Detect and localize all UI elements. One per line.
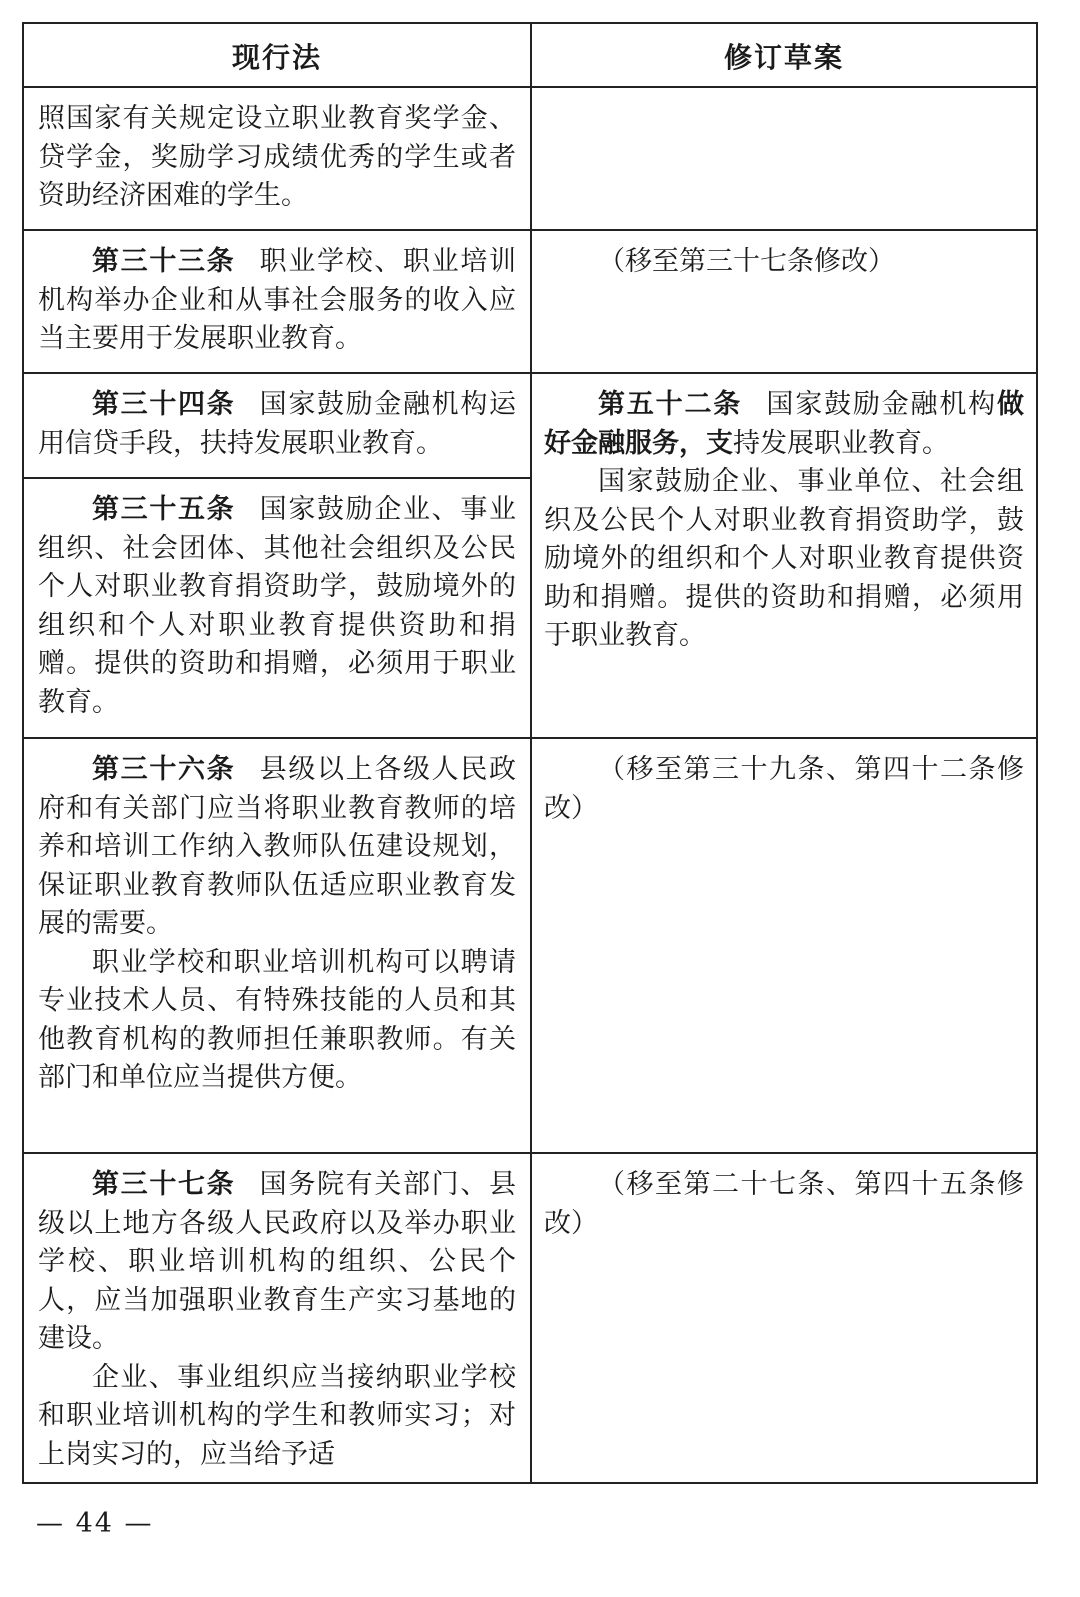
row4-right (544, 751, 1024, 828)
page-number: — 44 — (36, 1508, 154, 1539)
article-37-text: 国务院有关部门、县级以上地方各级人民政府以及举办职业学校、职业培训机构的组织、公民个人，应当加强职业教育生产实习基地的建设。 (38, 1169, 517, 1354)
row5-right (544, 1166, 1024, 1243)
article-35-text: 国家鼓励企业、事业组织、社会团体、其他社会组织及公民个人对职业教育捐资助学，鼓励境外的组织和个人对职业教育提供资助和捐赠。提供的资助和捐赠，必须用于职业教育。 (38, 494, 517, 718)
row5-right-note: （移至第二十七条、第四十五条修改） (544, 1169, 1024, 1239)
row-divider (22, 372, 1038, 374)
column-divider (530, 22, 532, 1484)
article-52-text-1: 国家鼓励金融机构 (766, 389, 998, 420)
row3-left (38, 491, 516, 722)
row-divider (22, 229, 1038, 231)
row-divider (22, 477, 532, 479)
row1-right (544, 243, 1024, 282)
row2-left (38, 386, 516, 463)
row5-left (38, 1166, 516, 1474)
article-36-text: 县级以上各级人民政府和有关部门应当将职业教育教师的培养和培训工作纳入教师队伍建设规划，保证职业教育教师队伍适应职业教育发展的需要。 (38, 754, 517, 939)
article-52-text-2: 持发展职业教育。 (733, 427, 949, 459)
article-36-label: 第三十六条 (92, 754, 236, 785)
row1-left (38, 243, 516, 359)
row-divider (22, 1152, 1038, 1154)
article-33-text: 职业学校、职业培训机构举办企业和从事社会服务的收入应当主要用于发展职业教育。 (38, 246, 517, 354)
article-35-label: 第三十五条 (92, 494, 236, 525)
row0-left (38, 100, 516, 216)
article-52-added-text: 做好金融服务，支 (544, 389, 1025, 459)
article-37-paragraph-2: 企业、事业组织应当接纳职业学校和职业培训机构的学生和教师实习；对上岗实习的，应当给予适 (38, 1361, 516, 1470)
row4-left (38, 751, 516, 1098)
header-current-law: 现行法 (231, 41, 322, 74)
row-divider (22, 737, 1038, 739)
row2-right (544, 386, 1024, 656)
header-revision-draft: 修订草案 (723, 41, 844, 74)
article-37-label: 第三十七条 (92, 1169, 236, 1200)
article-52-label: 第五十二条 (598, 389, 743, 420)
row1-right-note: （移至第三十七条修改） (598, 246, 895, 277)
row4-right-note: （移至第三十九条、第四十二条修改） (544, 754, 1024, 824)
article-33-label: 第三十三条 (92, 246, 236, 277)
article-36-paragraph-2: 职业学校和职业培训机构可以聘请专业技术人员、有特殊技能的人员和其他教育机构的教师担任兼职教师。有关部门和单位应当提供方便。 (38, 946, 516, 1093)
article-34-label: 第三十四条 (92, 389, 236, 420)
article-52-paragraph-2: 国家鼓励企业、事业单位、社会组织及公民个人对职业教育捐资助学，鼓励境外的组织和个人对职业教育提供资助和捐赠。提供的资助和捐赠，必须用于职业教育。 (544, 466, 1024, 651)
row0-left-text: 照国家有关规定设立职业教育奖学金、贷学金，奖励学习成绩优秀的学生或者资助经济困难的学生。 (38, 103, 516, 211)
article-34-text: 国家鼓励金融机构运用信贷手段，扶持发展职业教育。 (38, 389, 517, 459)
